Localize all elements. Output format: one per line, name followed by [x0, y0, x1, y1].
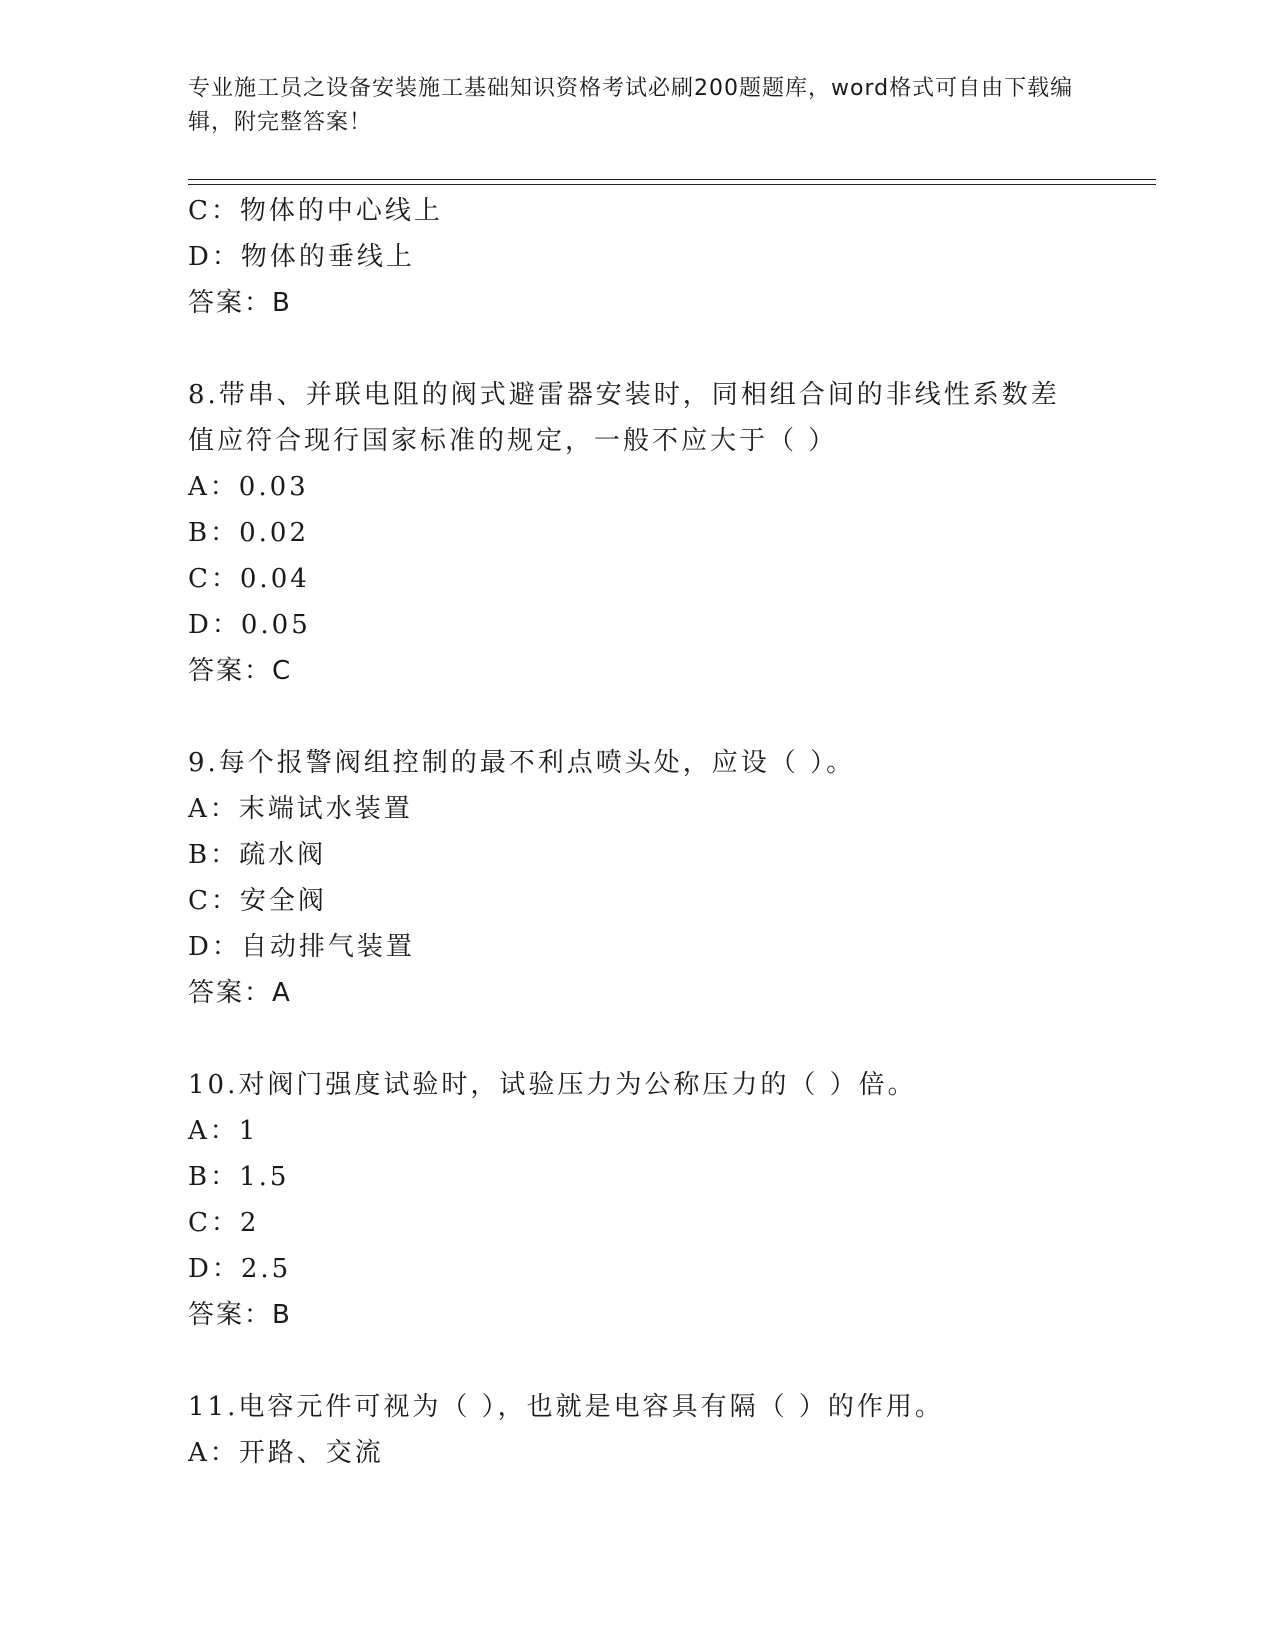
- header-divider-bottom: [188, 184, 1156, 185]
- answer: 答案：C: [188, 656, 293, 686]
- question-list: [188, 188, 1088, 1476]
- answer: 答案：B: [188, 288, 292, 318]
- answer: 答案：A: [188, 978, 292, 1008]
- option-a: A：末端试水装置: [188, 794, 413, 824]
- answer: 答案：B: [188, 1300, 292, 1330]
- question-9: [188, 740, 1088, 1016]
- option-c: C：0.04: [188, 564, 310, 594]
- option-d: D：自动排气装置: [188, 932, 415, 962]
- spacer: [188, 1016, 1088, 1062]
- option-a: A：0.03: [188, 472, 309, 502]
- spacer: [188, 1338, 1088, 1384]
- document-header: 专业施工员之设备安装施工基础知识资格考试必刷200题题库，word格式可自由下载编辑，附完整答案！: [188, 76, 1074, 135]
- option-b: B：0.02: [188, 518, 309, 548]
- spacer: [188, 326, 1088, 372]
- question-stem: 10.对阀门强度试验时，试验压力为公称压力的（ ）倍。: [188, 1070, 917, 1100]
- option-a: A：开路、交流: [188, 1438, 384, 1468]
- option-b: B：疏水阀: [188, 840, 327, 870]
- option-c: C：安全阀: [188, 886, 327, 916]
- question-stem: 9.每个报警阀组控制的最不利点喷头处，应设（ ）。: [188, 748, 856, 778]
- option-d: D：物体的垂线上: [188, 242, 415, 272]
- spacer: [188, 694, 1088, 740]
- option-d: D：2.5: [188, 1254, 292, 1284]
- question-7-continued: [188, 188, 1088, 326]
- option-c: C：物体的中心线上: [188, 196, 443, 226]
- question-11: [188, 1384, 1088, 1476]
- header-divider-top: [188, 179, 1156, 180]
- question-8: [188, 372, 1088, 694]
- question-10: [188, 1062, 1088, 1338]
- option-c: C：2: [188, 1208, 260, 1238]
- question-stem: 11.电容元件可视为（ ），也就是电容具有隔（ ）的作用。: [188, 1392, 944, 1422]
- option-b: B：1.5: [188, 1162, 290, 1192]
- option-a: A：1: [188, 1116, 259, 1146]
- question-stem: 8.带串、并联电阻的阀式避雷器安装时，同相组合间的非线性系数差: [188, 380, 1060, 410]
- option-d: D：0.05: [188, 610, 311, 640]
- question-stem-continued: 值应符合现行国家标准的规定，一般不应大于（ ）: [188, 426, 838, 456]
